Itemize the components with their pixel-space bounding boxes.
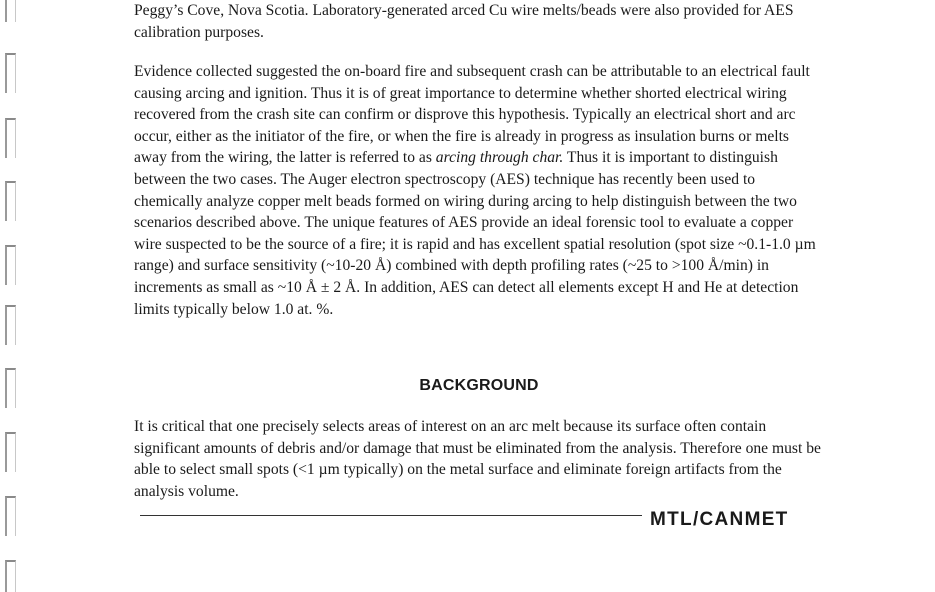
footer-rule: [140, 515, 642, 516]
paragraph-evidence-text-end: Thus it is important to distinguish between the two cases. The Auger electron spectroscopy (AES) technique has recently been used to chemically analyze copper melt beads formed on wiring during arcing to help distinguish between the two scenarios described above. The unique features of AES provide an ideal forensic tool to evaluate a copper wire suspected to be the source of a fire; it is rapid and has excellent spatial resolution (spot size ~0.1-1.0 µm range) and surface sensitivity (~10-20 Å) combined with depth profiling rates (~25 to >100 Å/min) in increments as small as ~10 Å ± 2 Å. In addition, AES can detect all elements except H and He at detection limits typically below 1.0 at. %.: [134, 149, 816, 318]
binder-hole: [5, 496, 16, 536]
binder-hole: [5, 53, 16, 93]
binder-hole: [5, 0, 16, 22]
binder-hole: [5, 368, 16, 408]
paragraph-evidence: [134, 61, 824, 320]
binder-hole: [5, 245, 16, 285]
paragraph-evidence-italic-term: arcing through char.: [435, 149, 564, 167]
binder-hole: [5, 118, 16, 158]
paragraph-intro-continuation: Peggy’s Cove, Nova Scotia. Laboratory-generated arced Cu wire melts/beads were also provided for AES calibration purposes.: [134, 2, 794, 41]
section-heading-background: BACKGROUND: [419, 377, 539, 394]
paragraph-background: It is critical that one precisely selects areas of interest on an arc melt because its surface often contain significant amounts of debris and/or damage that must be eliminated from the analysis. Therefore one must be able to select small spots (<1 µm typically) on the metal surface and eliminate foreign artifacts from the analysis volume.: [134, 418, 821, 500]
paragraph-evidence-text-start: Evidence collected suggested the on-board fire and subsequent crash can be attributable to an electrical fault causing arcing and ignition. Thus it is of great importance to determine whether shorted electrical wiring recovered from the crash site can confirm or disprove this hypothesis. Typically an electrical short and arc occur, either as the initiator of the fire, or when the fire is already in progress as insulation burns or melts away from the wiring, the latter is referred to as: [134, 63, 810, 167]
binder-hole: [5, 305, 16, 345]
binder-hole: [5, 560, 16, 592]
binder-holes: [0, 0, 22, 592]
binder-hole: [5, 181, 16, 221]
binder-hole: [5, 432, 16, 472]
footer-organization: MTL/CANMET: [650, 509, 789, 530]
